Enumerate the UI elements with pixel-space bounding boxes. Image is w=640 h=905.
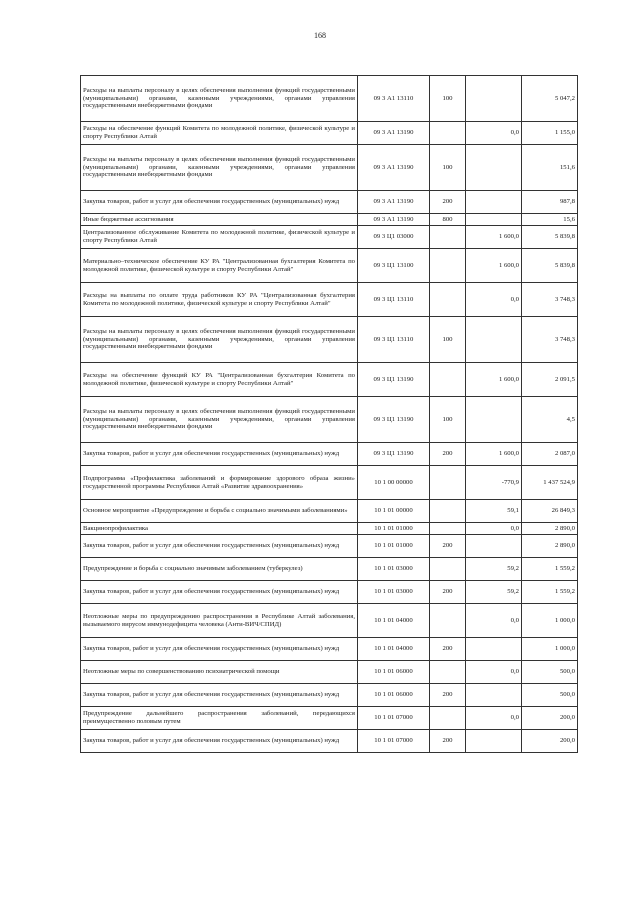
expense-type-cell: 200: [430, 730, 466, 753]
amount-change-cell: 1 600,0: [466, 226, 522, 249]
amount-total-cell: 5 839,8: [522, 226, 578, 249]
budget-code-cell: 09 3 А1 13190: [358, 145, 430, 191]
expense-name-cell: Расходы на выплаты персоналу в целях обеспечения выполнения функций государственными (муниципальными) органами, казенными учреждениями, органами управления государственными внебюджетными фондами: [81, 397, 358, 443]
expense-name-cell: Неотложные меры по предупреждению распространения в Республике Алтай заболевания, вызываемого вирусом иммунодефицита человека (Анти-ВИЧ/СПИД): [81, 604, 358, 638]
expense-type-cell: [430, 500, 466, 523]
amount-change-cell: [466, 397, 522, 443]
amount-total-cell: 1 437 524,9: [522, 466, 578, 500]
amount-total-cell: 200,0: [522, 707, 578, 730]
amount-total-cell: 4,5: [522, 397, 578, 443]
budget-code-cell: 09 3 Ц1 13110: [358, 317, 430, 363]
table-row: [81, 249, 578, 283]
amount-change-cell: 0,0: [466, 283, 522, 317]
budget-code-cell: 09 3 Ц1 13190: [358, 443, 430, 466]
budget-code-cell: 10 1 01 06000: [358, 661, 430, 684]
expense-name-cell: Централизованное обслуживание Комитета по молодежной политике, физической культуре и спорту Республики Алтай: [81, 226, 358, 249]
amount-change-cell: [466, 638, 522, 661]
expense-name-cell: Закупка товаров, работ и услуг для обеспечения государственных (муниципальных) нужд: [81, 684, 358, 707]
amount-change-cell: [466, 684, 522, 707]
amount-total-cell: 5 839,8: [522, 249, 578, 283]
expense-name-cell: Предупреждение и борьба с социально значимым заболеванием (туберкулез): [81, 558, 358, 581]
expense-type-cell: 100: [430, 317, 466, 363]
amount-total-cell: 200,0: [522, 730, 578, 753]
budget-code-cell: 09 3 Ц1 13190: [358, 363, 430, 397]
expense-type-cell: 200: [430, 684, 466, 707]
expense-type-cell: [430, 122, 466, 145]
table-row: [81, 76, 578, 122]
amount-change-cell: [466, 730, 522, 753]
expense-type-cell: [430, 661, 466, 684]
table-row: [81, 558, 578, 581]
budget-code-cell: 09 3 Ц1 13190: [358, 397, 430, 443]
budget-code-cell: 09 3 А1 13190: [358, 191, 430, 214]
expense-name-cell: Закупка товаров, работ и услуг для обеспечения государственных (муниципальных) нужд: [81, 535, 358, 558]
table-row: [81, 443, 578, 466]
amount-total-cell: 2 890,0: [522, 535, 578, 558]
expense-type-cell: [430, 283, 466, 317]
amount-total-cell: 2 087,0: [522, 443, 578, 466]
amount-total-cell: 5 047,2: [522, 76, 578, 122]
budget-code-cell: 10 1 00 00000: [358, 466, 430, 500]
expense-type-cell: [430, 249, 466, 283]
amount-change-cell: 59,2: [466, 581, 522, 604]
expense-name-cell: Предупреждение дальнейшего распространения заболеваний, передающихся преимущественно половым путем: [81, 707, 358, 730]
table-row: [81, 638, 578, 661]
expense-type-cell: [430, 363, 466, 397]
expense-name-cell: Материально–техническое обеспечение КУ РА "Централизованная бухгалтерия Комитета по молодежной политике, физической культуре и спорту Республики Алтай": [81, 249, 358, 283]
budget-code-cell: 09 3 Ц1 13110: [358, 283, 430, 317]
budget-code-cell: 09 3 А1 13190: [358, 122, 430, 145]
table-row: [81, 661, 578, 684]
amount-change-cell: [466, 214, 522, 226]
amount-total-cell: 151,6: [522, 145, 578, 191]
amount-total-cell: 500,0: [522, 661, 578, 684]
expense-type-cell: 200: [430, 443, 466, 466]
budget-code-cell: 10 1 01 01000: [358, 523, 430, 535]
amount-change-cell: 1 600,0: [466, 363, 522, 397]
table-row: [81, 684, 578, 707]
expense-type-cell: [430, 466, 466, 500]
expense-name-cell: Закупка товаров, работ и услуг для обеспечения государственных (муниципальных) нужд: [81, 581, 358, 604]
amount-change-cell: 1 600,0: [466, 249, 522, 283]
expense-name-cell: Расходы на выплаты персоналу в целях обеспечения выполнения функций государственными (муниципальными) органами, казенными учреждениями, органами управления государственными внебюджетными фондами: [81, 317, 358, 363]
amount-change-cell: [466, 535, 522, 558]
amount-change-cell: 0,0: [466, 661, 522, 684]
budget-code-cell: 10 1 01 04000: [358, 604, 430, 638]
expense-type-cell: [430, 707, 466, 730]
expense-name-cell: Вакцинопрофилактика: [81, 523, 358, 535]
expense-name-cell: Расходы на выплаты персоналу в целях обеспечения выполнения функций государственными (муниципальными) органами, казенными учреждениями, органами управления государственными внебюджетными фондами: [81, 145, 358, 191]
expense-name-cell: Основное мероприятие «Предупреждение и борьба с социально значимыми заболеваниями»: [81, 500, 358, 523]
amount-total-cell: 26 849,3: [522, 500, 578, 523]
amount-total-cell: 2 091,5: [522, 363, 578, 397]
amount-total-cell: 1 559,2: [522, 558, 578, 581]
amount-change-cell: 59,1: [466, 500, 522, 523]
budget-code-cell: 10 1 01 04000: [358, 638, 430, 661]
budget-code-cell: 09 3 Ц1 03000: [358, 226, 430, 249]
amount-total-cell: 15,6: [522, 214, 578, 226]
expense-type-cell: 200: [430, 638, 466, 661]
expense-name-cell: Расходы на выплаты по оплате труда работников КУ РА "Централизованная бухгалтерия Комитета по молодежной политике, физической культуре и спорту Республики Алтай": [81, 283, 358, 317]
table-row: [81, 535, 578, 558]
amount-change-cell: -770,9: [466, 466, 522, 500]
table-row: [81, 707, 578, 730]
table-row: [81, 730, 578, 753]
expense-type-cell: 800: [430, 214, 466, 226]
expense-type-cell: 100: [430, 76, 466, 122]
expense-name-cell: Иные бюджетные ассигнования: [81, 214, 358, 226]
expense-type-cell: 100: [430, 145, 466, 191]
expense-name-cell: Закупка товаров, работ и услуг для обеспечения государственных (муниципальных) нужд: [81, 730, 358, 753]
table-row: [81, 581, 578, 604]
expense-name-cell: Закупка товаров, работ и услуг для обеспечения государственных (муниципальных) нужд: [81, 638, 358, 661]
table-row: [81, 317, 578, 363]
budget-code-cell: 09 3 А1 13110: [358, 76, 430, 122]
expense-name-cell: Расходы на обеспечение функций Комитета по молодежной политике, физической культуре и спорту Республики Алтай: [81, 122, 358, 145]
expense-type-cell: [430, 226, 466, 249]
budget-code-cell: 10 1 01 03000: [358, 558, 430, 581]
amount-change-cell: 0,0: [466, 523, 522, 535]
amount-total-cell: 2 890,0: [522, 523, 578, 535]
budget-code-cell: 10 1 01 07000: [358, 707, 430, 730]
expense-type-cell: [430, 604, 466, 638]
amount-total-cell: 3 748,3: [522, 317, 578, 363]
table-row: [81, 122, 578, 145]
amount-total-cell: 1 559,2: [522, 581, 578, 604]
budget-table-body: [81, 76, 578, 753]
budget-code-cell: 10 1 01 07000: [358, 730, 430, 753]
table-row: [81, 500, 578, 523]
expense-name-cell: Закупка товаров, работ и услуг для обеспечения государственных (муниципальных) нужд: [81, 443, 358, 466]
expense-type-cell: 200: [430, 581, 466, 604]
budget-code-cell: 10 1 01 06000: [358, 684, 430, 707]
table-row: [81, 523, 578, 535]
expense-type-cell: [430, 558, 466, 581]
budget-table: [80, 75, 578, 753]
amount-change-cell: 0,0: [466, 122, 522, 145]
expense-name-cell: Неотложные меры по совершенствованию психиатрической помощи: [81, 661, 358, 684]
amount-change-cell: [466, 317, 522, 363]
amount-change-cell: 0,0: [466, 604, 522, 638]
budget-code-cell: 10 1 01 01000: [358, 535, 430, 558]
amount-total-cell: 1 000,0: [522, 638, 578, 661]
amount-change-cell: 59,2: [466, 558, 522, 581]
expense-name-cell: Закупка товаров, работ и услуг для обеспечения государственных (муниципальных) нужд: [81, 191, 358, 214]
table-row: [81, 145, 578, 191]
amount-total-cell: 1 155,0: [522, 122, 578, 145]
table-row: [81, 191, 578, 214]
amount-total-cell: 500,0: [522, 684, 578, 707]
amount-total-cell: 3 748,3: [522, 283, 578, 317]
table-row: [81, 363, 578, 397]
expense-type-cell: [430, 523, 466, 535]
expense-type-cell: 200: [430, 191, 466, 214]
expense-type-cell: 200: [430, 535, 466, 558]
amount-change-cell: [466, 76, 522, 122]
amount-total-cell: 1 000,0: [522, 604, 578, 638]
table-row: [81, 283, 578, 317]
table-row: [81, 604, 578, 638]
expense-name-cell: Расходы на обеспечение функций КУ РА "Централизованная бухгалтерия Комитета по молодежной политике, физической культуре и спорту Республики Алтай": [81, 363, 358, 397]
budget-code-cell: 09 3 А1 13190: [358, 214, 430, 226]
expense-name-cell: Подпрограмма «Профилактика заболеваний и формирование здорового образа жизни» государственной программы Республики Алтай «Развитие здравоохранения»: [81, 466, 358, 500]
table-row: [81, 397, 578, 443]
table-row: [81, 466, 578, 500]
amount-total-cell: 987,8: [522, 191, 578, 214]
page-number: 168: [314, 31, 326, 40]
table-row: [81, 214, 578, 226]
table-row: [81, 226, 578, 249]
amount-change-cell: [466, 145, 522, 191]
budget-code-cell: 10 1 01 03000: [358, 581, 430, 604]
expense-type-cell: 100: [430, 397, 466, 443]
expense-name-cell: Расходы на выплаты персоналу в целях обеспечения выполнения функций государственными (муниципальными) органами, казенными учреждениями, органами управления государственными внебюджетными фондами: [81, 76, 358, 122]
amount-change-cell: 0,0: [466, 707, 522, 730]
budget-code-cell: 09 3 Ц1 13100: [358, 249, 430, 283]
budget-code-cell: 10 1 01 00000: [358, 500, 430, 523]
amount-change-cell: [466, 191, 522, 214]
amount-change-cell: 1 600,0: [466, 443, 522, 466]
